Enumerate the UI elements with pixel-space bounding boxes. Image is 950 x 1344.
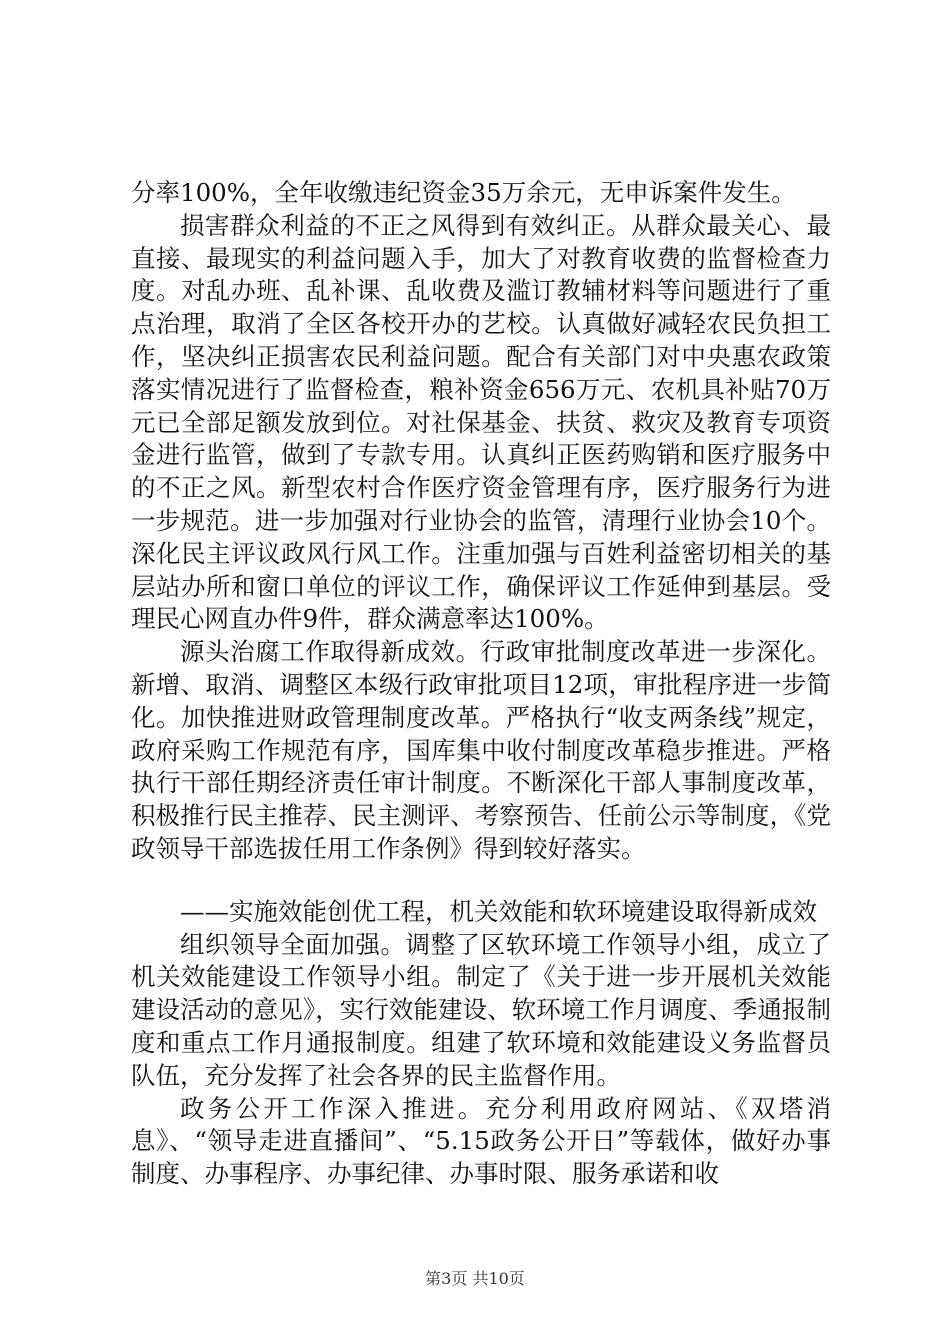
body-text xyxy=(131,177,831,1191)
section-heading: ——实施效能创优工程，机关效能和软环境建设取得新成效 xyxy=(180,896,817,926)
paragraph-source-anticorruption: 源头治腐工作取得新成效。行政审批制度改革进一步深化。新增、取消、调整区本级行政审批项目12项，审批程序进一步简化。加快推进财政管理制度改革。严格执行“收支两条线”规定，政府采购工作规范有序，国库集中收付制度改革稳步推进。严格执行干部任期经济责任审计制度。不断深化干部人事制度改革，积极推行民主推荐、民主测评、考察预告、任前公示等制度，《党政领导干部选拔任用工作条例》得到较好落实。 xyxy=(131,637,831,863)
paragraph-organization-leadership: 组织领导全面加强。调整了区软环境工作领导小组，成立了机关效能建设工作领导小组。制定了《关于进一步开展机关效能建设活动的意见》，实行效能建设、软环境工作月调度、季通报制度和重点工作月通报制度。组建了软环境和效能建设义务监督员队伍，充分发挥了社会各界的民主监督作用。 xyxy=(131,929,831,1090)
page-footer: 第3页 共10页 xyxy=(425,1269,525,1288)
paragraph-unhealthy-practices: 损害群众利益的不正之风得到有效纠正。从群众最关心、最直接、最现实的利益问题入手，加大了对教育收费的监督检查力度。对乱办班、乱补课、乱收费及滥订教辅材料等问题进行了重点治理，取消了全区各校开办的艺校。认真做好减轻农民负担工作，坚决纠正损害农民利益问题。配合有关部门对中央惠农政策落实情况进行了监督检查，粮补资金656万元、农机具补贴70万元已全部足额发放到位。对社保基金、扶贫、救灾及教育专项资金进行监管，做到了专款专用。认真纠正医药购销和医疗服务中的不正之风。新型农村合作医疗资金管理有序，医疗服务行为进一步规范。进一步加强对行业协会的监管，清理行业协会10个。深化民主评议政风行风工作。注重加强与百姓利益密切相关的基层站办所和窗口单位的评议工作，确保评议工作延伸到基层。受理民心网直办件9件，群众满意率达100%。 xyxy=(131,210,831,634)
paragraph-government-affairs: 政务公开工作深入推进。充分利用政府网站、《双塔消息》、“领导走进直播间”、“5.15政务公开日”等载体，做好办事制度、办事程序、办事纪律、办事时限、服务承诺和收 xyxy=(131,1093,831,1189)
paragraph-continued: 分率100%，全年收缴违纪资金35万余元，无申诉案件发生。 xyxy=(131,178,796,207)
